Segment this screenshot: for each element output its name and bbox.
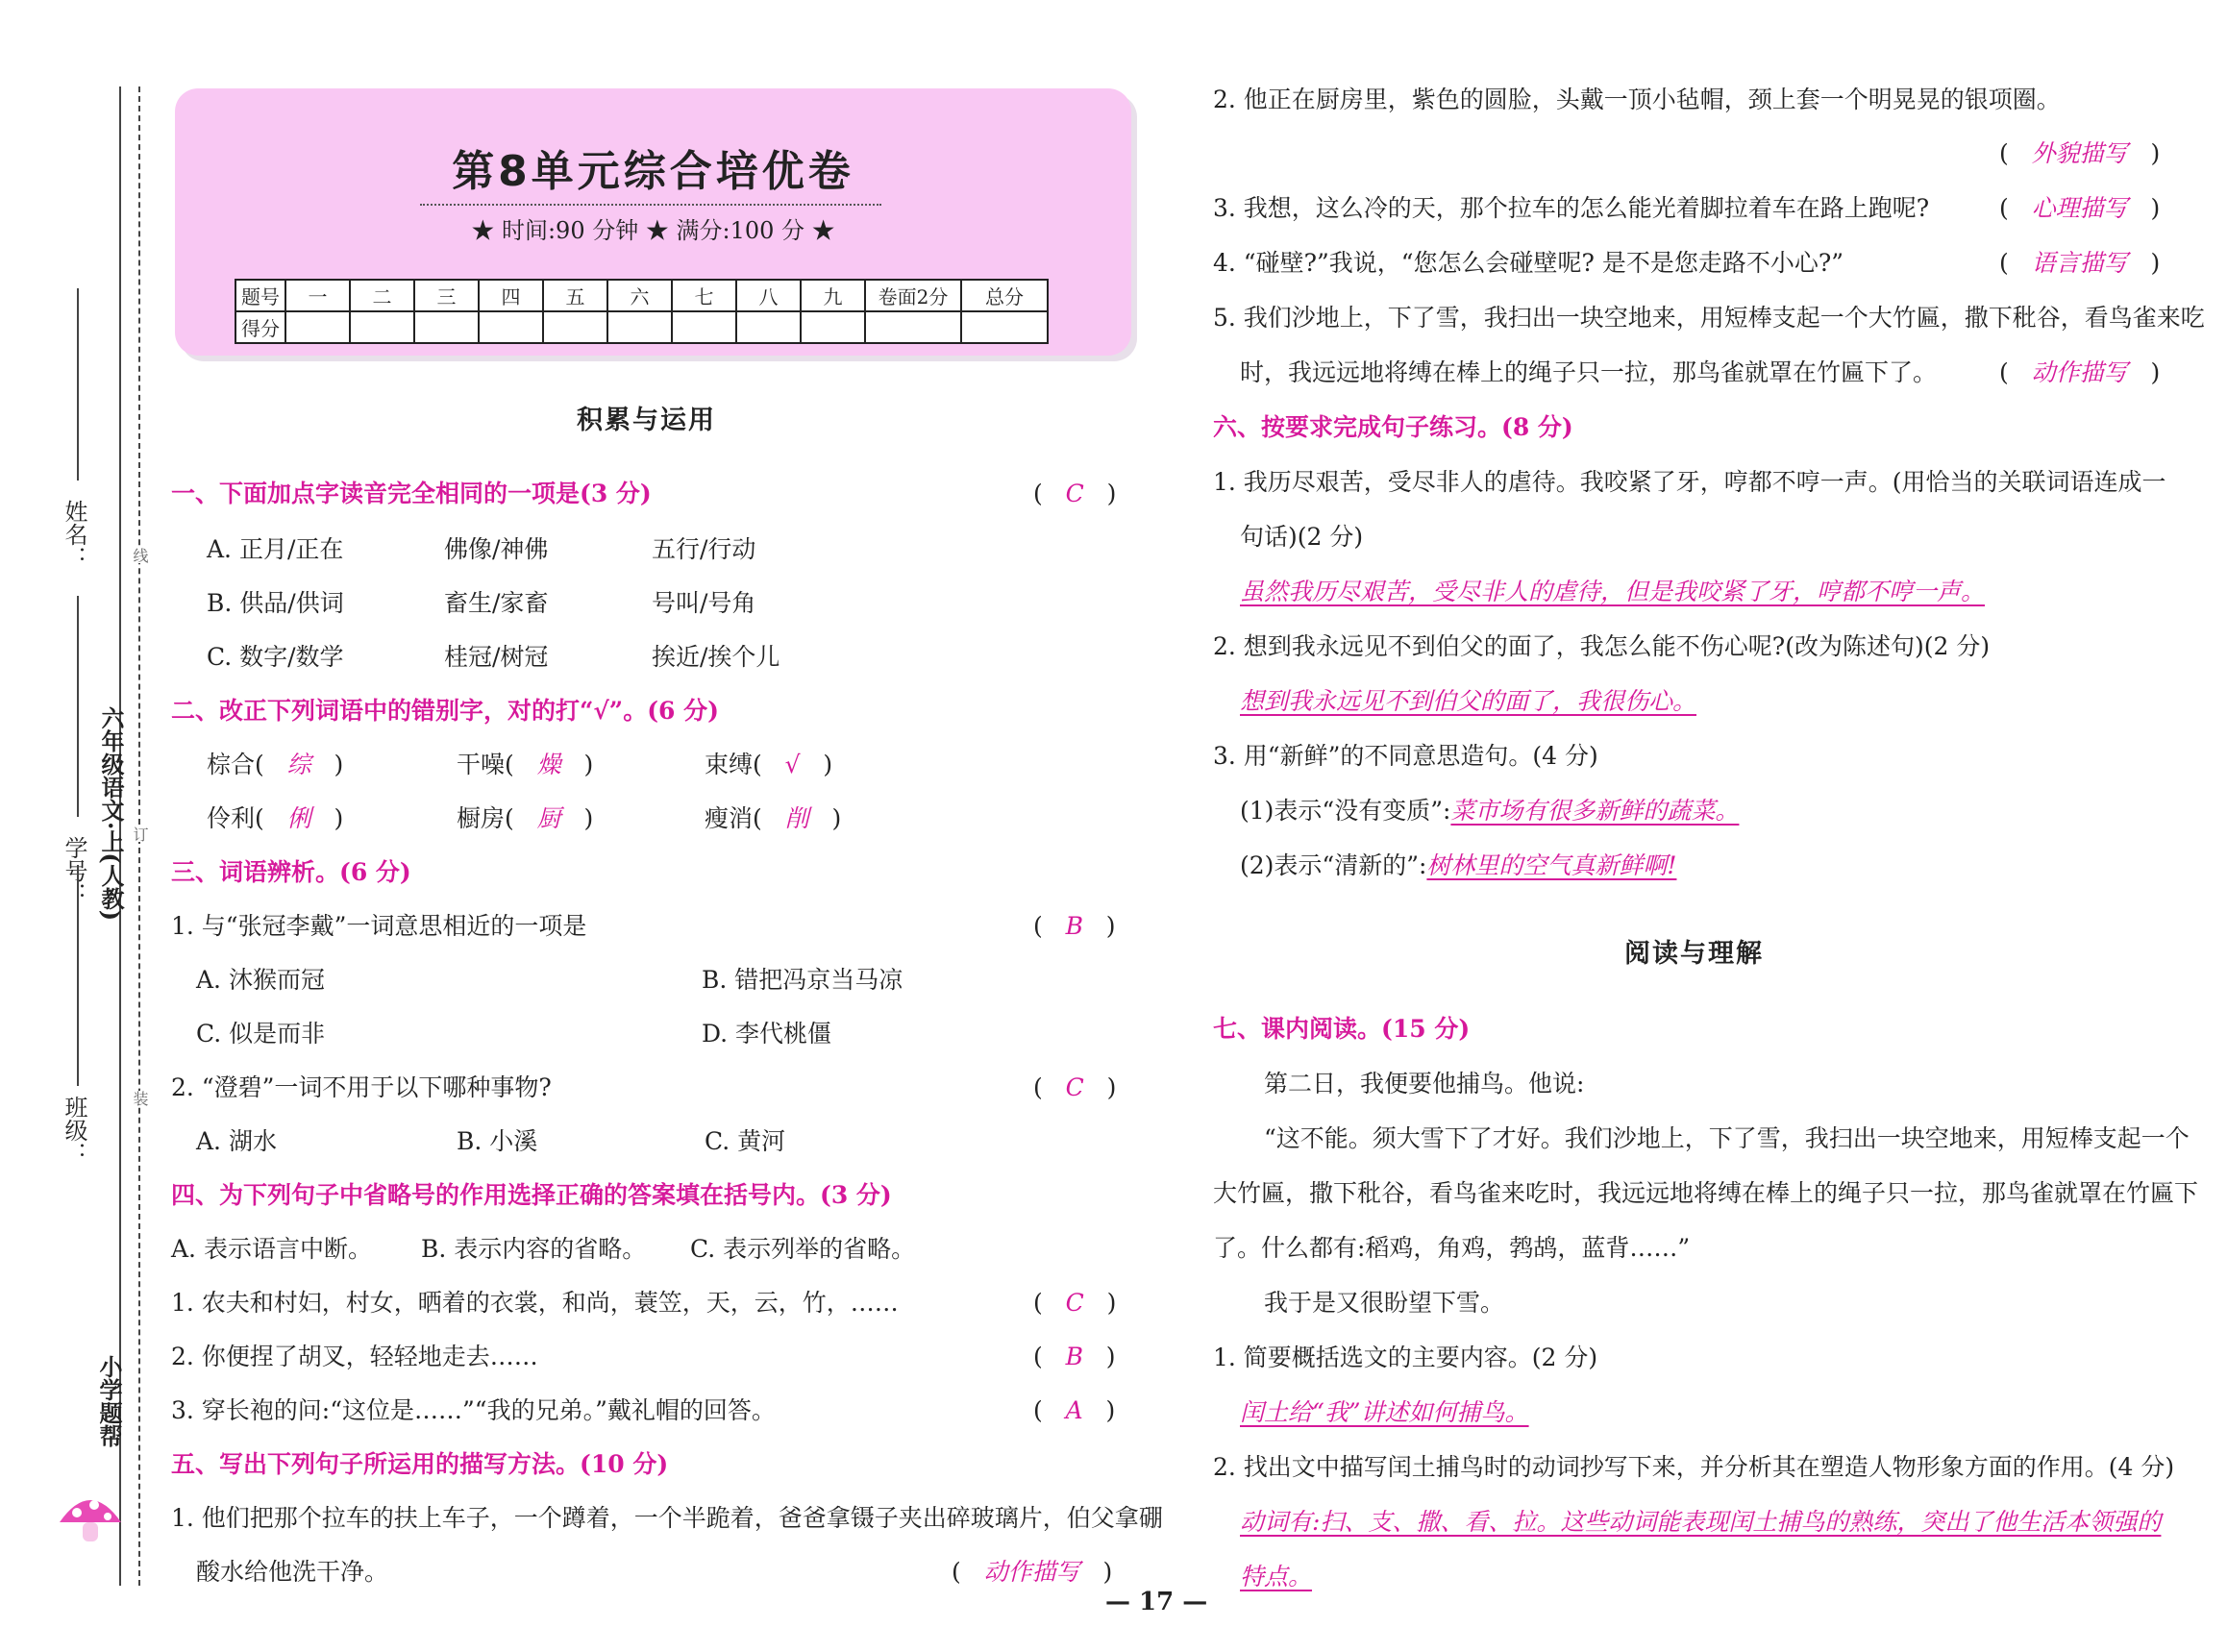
q4-answer: A	[1065, 1396, 1083, 1424]
mushroom-icon	[56, 1488, 125, 1545]
q5-3-answer-paren: ( 心理描写 )	[1999, 194, 2161, 222]
cut-mark-1: 线	[131, 548, 149, 563]
q5-2-answer-paren: ( 外貌描写 )	[1999, 139, 2161, 167]
q4-answer: C	[1065, 1289, 1084, 1317]
q1-option: 挨近/挨个儿	[652, 643, 780, 671]
score-header-row	[235, 280, 1048, 311]
passage-line: 我于是又很盼望下雪。	[1264, 1289, 1505, 1317]
passage-line: “这不能。须大雪下了才好。我们沙地上，下了雪，我扫出一块空地来，用短棒支起一个	[1264, 1124, 2190, 1152]
q5-1-line2: 酸水给他洗干净。	[196, 1558, 389, 1586]
q7-2-answer-line1: 动词有:扫、支、撒、看、拉。这些动词能表现闰土捕鸟的熟练，突出了他生活本领强的	[1240, 1508, 2162, 1536]
q6-3-a-answer: 菜市场有很多新鲜的蔬菜。	[1450, 797, 1740, 825]
q3-1-answer: B	[1065, 912, 1083, 940]
name-blank	[77, 288, 79, 481]
page-title: 第8单元综合培优卷	[452, 147, 854, 196]
book-label: 六年级语文·上(人教)	[97, 706, 125, 922]
q3-2-answer-paren: ( C )	[1033, 1073, 1117, 1101]
q3-heading: 三、词语辨析。(6 分)	[171, 858, 411, 886]
q3-2-option: B. 小溪	[457, 1127, 538, 1155]
name-label: 姓名：	[61, 500, 87, 569]
score-cell[interactable]	[961, 311, 1048, 343]
q3-2-text: 2. “澄碧”一词不用于以下哪种事物?	[171, 1073, 552, 1101]
score-row2-label: 得分	[235, 311, 285, 343]
brand-label: 小学题帮	[95, 1355, 122, 1447]
q4-heading: 四、为下列句子中省略号的作用选择正确的答案填在括号内。(3 分)	[171, 1181, 892, 1209]
q2-answer: 俐	[286, 804, 311, 832]
q6-3-a	[1240, 795, 1739, 827]
q5-5-line1: 5. 我们沙地上，下了雪，我扫出一块空地来，用短棒支起一个大竹匾，撒下秕谷，看鸟雀来吃	[1213, 304, 2205, 332]
section-title-reading: 阅读与理解	[1624, 939, 1764, 969]
passage-line: 了。什么都有:稻鸡，角鸡，鹁鸪，蓝背……”	[1213, 1234, 1691, 1262]
number-label: 学号：	[61, 836, 87, 905]
q2-item: 橱房( 厨 )	[457, 804, 594, 832]
q1-answer: C	[1065, 480, 1084, 507]
cut-mark-3: 装	[131, 1091, 149, 1106]
q1-option: 桂冠/树冠	[444, 643, 549, 671]
score-cell[interactable]	[543, 311, 607, 343]
q6-3-a-label: (1)表示“没有变质”:	[1240, 797, 1451, 825]
q2-item: 棕合( 综 )	[207, 751, 344, 778]
q2-item: 瘦消( 削 )	[705, 804, 842, 832]
q2-word: 束缚(	[705, 751, 762, 778]
q7-1-text: 1. 简要概括选文的主要内容。(2 分)	[1213, 1344, 1598, 1371]
q5-4-answer: 语言描写	[2031, 249, 2128, 277]
q4-item: 2. 你便捏了胡叉，轻轻地走去……	[171, 1343, 538, 1370]
q6-1-line1: 1. 我历尽艰苦，受尽非人的虐待。我咬紧了牙，哼都不哼一声。(用恰当的关联词语连成一	[1213, 468, 2166, 496]
q2-answer: 厨	[536, 804, 561, 832]
q5-3-answer: 心理描写	[2031, 194, 2128, 222]
q6-2-answer: 想到我永远见不到伯父的面了，我很伤心。	[1240, 687, 1697, 715]
q5-5-answer-paren: ( 动作描写 )	[1999, 358, 2161, 386]
q5-2-text: 2. 他正在厨房里，紫色的圆脸，头戴一顶小毡帽，颈上套一个明晃晃的银项圈。	[1213, 86, 2061, 113]
class-label: 班级：	[61, 1096, 87, 1165]
score-cell[interactable]	[607, 311, 672, 343]
score-col: 七	[672, 280, 736, 311]
q2-word: 伶利(	[207, 804, 264, 832]
score-row-label: 题号	[235, 280, 285, 311]
score-col: 卷面2分	[865, 280, 961, 311]
q7-1-answer: 闰土给“我”讲述如何捕鸟。	[1240, 1398, 1529, 1426]
q4-answer-paren: ( A )	[1033, 1396, 1116, 1424]
score-col: 一	[285, 280, 350, 311]
q3-1-option: A. 沐猴而冠	[196, 966, 325, 994]
q2-word: 橱房(	[457, 804, 514, 832]
q5-4-answer-paren: ( 语言描写 )	[1999, 249, 2161, 277]
q1-option: 五行/行动	[652, 535, 756, 563]
header-card	[175, 88, 1131, 356]
q5-1-answer-paren: ( 动作描写 )	[952, 1558, 1113, 1586]
q6-2-text: 2. 想到我永远见不到伯父的面了，我怎么能不伤心呢?(改为陈述句)(2 分)	[1213, 632, 1991, 660]
q6-3-b-answer: 树林里的空气真新鲜啊!	[1426, 851, 1677, 879]
q5-5-line2: 时，我远远地将缚在棒上的绳子只一拉，那鸟雀就罩在竹匾下了。	[1240, 358, 1938, 386]
q1-option: B. 供品/供词	[207, 589, 344, 617]
score-col: 四	[479, 280, 543, 311]
q4-answer-paren: ( B )	[1033, 1343, 1116, 1370]
exam-info: ★ 时间:90 分钟 ★ 满分:100 分 ★	[471, 217, 835, 244]
q2-answer: 综	[286, 751, 311, 778]
passage-line: 第二日，我便要他捕鸟。他说:	[1264, 1070, 1585, 1097]
q2-item: 束缚( √ )	[705, 751, 833, 778]
q2-word: 干噪(	[457, 751, 514, 778]
score-col: 九	[801, 280, 865, 311]
q1-option: 号叫/号角	[652, 589, 756, 617]
q3-2-option: C. 黄河	[705, 1127, 786, 1155]
q3-1-option: B. 错把冯京当马凉	[702, 966, 903, 994]
q1-option: 佛像/神佛	[444, 535, 549, 563]
score-cell[interactable]	[479, 311, 543, 343]
score-cell[interactable]	[285, 311, 350, 343]
score-cell[interactable]	[350, 311, 414, 343]
score-col: 六	[607, 280, 672, 311]
q6-heading: 六、按要求完成句子练习。(8 分)	[1213, 413, 1573, 441]
score-cell[interactable]	[865, 311, 961, 343]
score-col: 五	[543, 280, 607, 311]
q4-item: 1. 农夫和村妇，村女，晒着的衣裳，和尚，蓑笠，天，云，竹，……	[171, 1289, 899, 1317]
q2-answer: √	[784, 751, 801, 778]
q4-option: B. 表示内容的省略。	[421, 1235, 647, 1263]
q2-item: 干噪( 燥 )	[457, 751, 594, 778]
q1-option: C. 数字/数学	[207, 643, 344, 671]
q1-answer-paren: ( C )	[1033, 480, 1117, 507]
q5-4-text: 4. “碰壁?”我说，“您怎么会碰壁呢? 是不是您走路不小心?”	[1213, 249, 1844, 277]
q7-heading: 七、课内阅读。(15 分)	[1213, 1015, 1471, 1043]
q5-2-answer: 外貌描写	[2031, 139, 2128, 167]
score-cell[interactable]	[414, 311, 479, 343]
cut-mark-2: 订	[131, 826, 149, 842]
score-col: 总分	[961, 280, 1048, 311]
q3-2-option: A. 湖水	[196, 1127, 277, 1155]
q3-1-answer-paren: ( B )	[1033, 912, 1116, 940]
q1-option: 畜生/家畜	[444, 589, 549, 617]
score-cell[interactable]	[736, 311, 801, 343]
q6-1-answer: 虽然我历尽艰苦，受尽非人的虐待，但是我咬紧了牙，哼都不哼一声。	[1240, 578, 1986, 605]
q3-1-text: 1. 与“张冠李戴”一词意思相近的一项是	[171, 912, 587, 940]
score-cell[interactable]	[672, 311, 736, 343]
q5-1-line1: 1. 他们把那个拉车的扶上车子，一个蹲着，一个半跪着，爸爸拿镊子夹出碎玻璃片，伯父拿硼	[171, 1504, 1163, 1532]
q6-3-b-label: (2)表示“清新的”:	[1240, 851, 1427, 879]
q5-5-answer: 动作描写	[2031, 358, 2128, 386]
section-title-accumulation: 积累与运用	[577, 406, 716, 435]
q5-1-answer: 动作描写	[983, 1558, 1080, 1586]
number-blank	[77, 596, 79, 817]
q2-answer: 燥	[536, 751, 561, 778]
q6-3-b	[1240, 850, 1676, 882]
passage-line: 大竹匾，撒下秕谷，看鸟雀来吃时，我远远地将缚在棒上的绳子只一拉，那鸟雀就罩在竹匾下	[1213, 1179, 2199, 1207]
q3-1-option: D. 李代桃僵	[702, 1020, 832, 1048]
q2-heading: 二、改正下列词语中的错别字，对的打“√”。(6 分)	[171, 697, 719, 725]
score-table	[235, 279, 1049, 344]
score-col: 八	[736, 280, 801, 311]
score-value-row	[235, 311, 1048, 343]
q2-word: 瘦消(	[705, 804, 762, 832]
q4-answer: B	[1065, 1343, 1083, 1370]
q2-answer: 削	[784, 804, 809, 832]
q1-heading: 一、下面加点字读音完全相同的一项是(3 分)	[171, 480, 652, 507]
q5-3-text: 3. 我想，这么冷的天，那个拉车的怎么能光着脚拉着车在路上跑呢?	[1213, 194, 1930, 222]
q2-word: 棕合(	[207, 751, 264, 778]
score-col: 二	[350, 280, 414, 311]
q6-3-text: 3. 用“新鲜”的不同意思造句。(4 分)	[1213, 742, 1598, 770]
q7-2-text: 2. 找出文中描写闰土捕鸟时的动词抄写下来，并分析其在塑造人物形象方面的作用。(4 分)	[1213, 1453, 2175, 1481]
q5-heading: 五、写出下列句子所运用的描写方法。(10 分)	[171, 1450, 669, 1478]
score-cell[interactable]	[801, 311, 865, 343]
q7-2-answer-line2: 特点。	[1240, 1563, 1313, 1590]
q3-1-option: C. 似是而非	[196, 1020, 326, 1048]
page-number: — 17 —	[1105, 1588, 1208, 1616]
score-col: 三	[414, 280, 479, 311]
q2-item: 伶利( 俐 )	[207, 804, 344, 832]
q6-1-line2: 句话)(2 分)	[1240, 523, 1364, 551]
title-divider	[420, 204, 881, 206]
q3-2-answer: C	[1065, 1073, 1084, 1101]
q4-answer-paren: ( C )	[1033, 1289, 1117, 1317]
q4-option: C. 表示列举的省略。	[690, 1235, 916, 1263]
q4-option: A. 表示语言中断。	[171, 1235, 372, 1263]
q1-option: A. 正月/正在	[207, 535, 344, 563]
class-blank	[77, 865, 79, 1086]
q4-item: 3. 穿长袍的问:“这位是……”“我的兄弟。”戴礼帽的回答。	[171, 1396, 776, 1424]
